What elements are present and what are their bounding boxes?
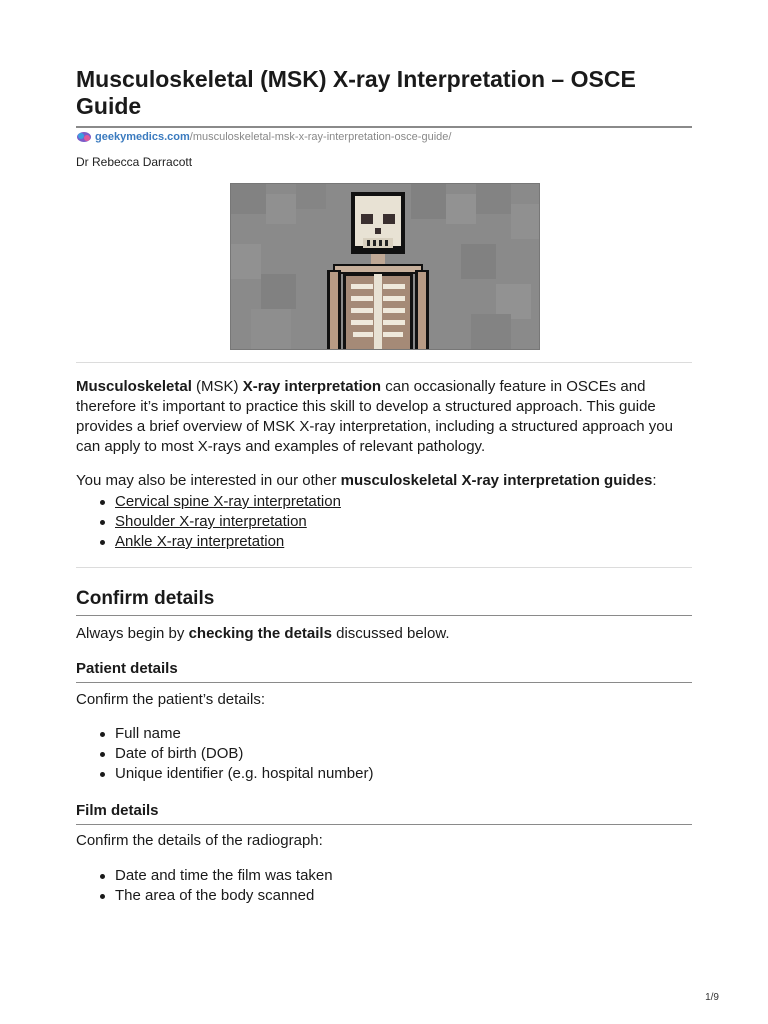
intro-bold-1: Musculoskeletal — [76, 378, 192, 395]
list-item: The area of the body scanned — [98, 886, 333, 906]
list-item — [98, 492, 341, 512]
link-cervical-spine[interactable]: Cervical spine X-ray interpretation — [115, 493, 341, 510]
page-title: Musculoskeletal (MSK) X-ray Interpretation – OSCE Guide — [76, 66, 636, 119]
related-guides-lead — [76, 471, 692, 491]
related-bold-text: musculoskeletal X-ray interpretation guides — [340, 472, 653, 489]
patient-details-heading: Patient details — [76, 660, 178, 677]
confirm-intro — [76, 624, 692, 644]
pixel-skeleton-illustration — [231, 184, 539, 349]
link-ankle[interactable]: Ankle X-ray interpretation — [115, 533, 285, 550]
confirm-lead-text: Always begin by — [76, 625, 189, 642]
list-item — [98, 512, 341, 532]
heading-underline — [76, 824, 692, 825]
section-divider — [76, 567, 692, 568]
list-item: Full name — [98, 724, 373, 744]
intro-text-2: can occasionally feature in OSCEs and therefore it’s important to practice this skill to develop a structured approach. This guide provides a brief overview of MSK X-ray interpretation, including a structured approach you can apply to most X-rays and examples of relevant pathology. — [76, 378, 673, 455]
hero-image — [230, 183, 540, 350]
patient-intro: Confirm the patient’s details: — [76, 691, 265, 708]
film-details-list — [98, 866, 333, 906]
section-divider — [76, 362, 692, 363]
link-shoulder[interactable]: Shoulder X-ray interpretation — [115, 513, 307, 530]
list-item — [98, 532, 341, 552]
related-tail-text: : — [652, 472, 657, 489]
confirm-tail-text: discussed below. — [331, 625, 450, 642]
heading-underline — [76, 682, 692, 683]
intro-bold-2: X-ray interpretation — [242, 378, 382, 395]
page-number: 1/9 — [705, 992, 719, 1003]
list-item: Unique identifier (e.g. hospital number) — [98, 764, 373, 784]
film-intro: Confirm the details of the radiograph: — [76, 832, 323, 849]
film-details-heading: Film details — [76, 802, 159, 819]
source-path: /musculoskeletal-msk-x-ray-interpretation-osce-guide/ — [189, 131, 452, 143]
source-domain: geekymedics.com — [95, 131, 190, 143]
patient-details-list — [98, 724, 373, 784]
heading-underline — [76, 615, 692, 616]
confirm-details-heading: Confirm details — [76, 588, 215, 609]
source-url[interactable] — [76, 131, 451, 143]
list-item: Date and time the film was taken — [98, 866, 333, 886]
title-divider — [76, 126, 692, 128]
author-name: Dr Rebecca Darracott — [76, 155, 193, 169]
related-guides-list — [98, 492, 341, 552]
intro-text-1: (MSK) — [191, 378, 243, 395]
brain-logo-icon — [76, 131, 92, 143]
confirm-bold-text: checking the details — [188, 625, 332, 642]
related-lead-text: You may also be interested in our other — [76, 472, 341, 489]
intro-paragraph — [76, 377, 692, 457]
list-item: Date of birth (DOB) — [98, 744, 373, 764]
